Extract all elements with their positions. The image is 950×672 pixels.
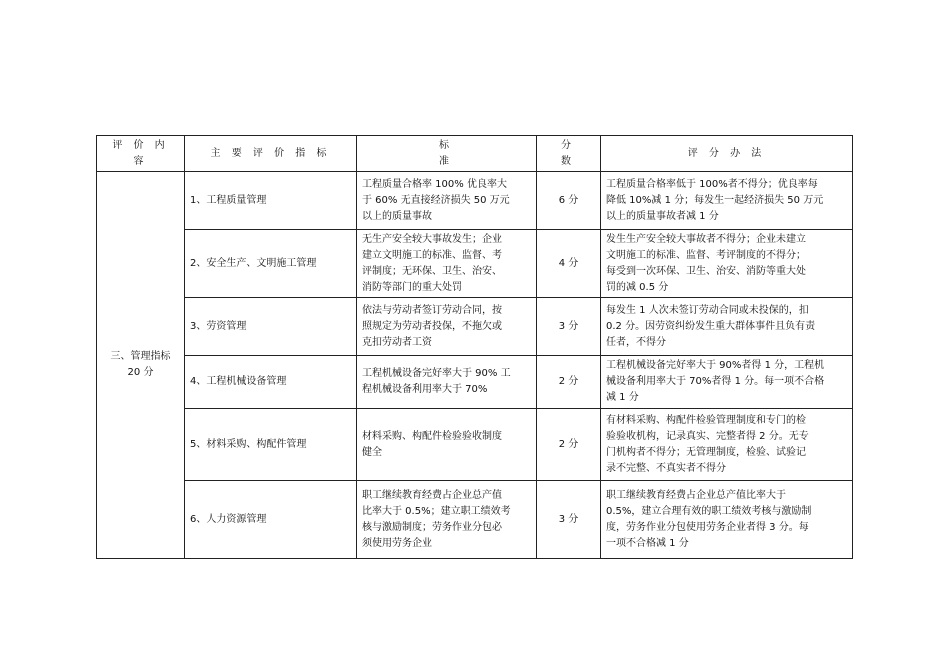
- method-line: 以上的质量事故者减 1 分: [606, 210, 719, 222]
- method-line: 0.5%，建立合理有效的职工绩效考核与激励制: [606, 505, 812, 517]
- score-cell: 2 分: [537, 409, 601, 481]
- standard-line: 克扣劳动者工资: [362, 336, 432, 348]
- method-cell: [601, 409, 853, 481]
- method-line: 录不完整、不真实者不得分: [606, 462, 726, 474]
- method-line: 有材料采购、构配件检验管理制度和专门的检: [606, 414, 806, 426]
- method-line: 发生生产安全较大事故者不得分；企业未建立: [606, 233, 806, 245]
- standard-line: 程机械设备利用率大于 70%: [362, 384, 488, 395]
- method-cell: [601, 298, 853, 356]
- method-line: 降低 10%减 1 分；每发生一起经济损失 50 万元: [606, 194, 824, 206]
- standard-line: 工程机械设备完好率大于 90% 工: [362, 368, 511, 379]
- standard-cell: [357, 230, 537, 298]
- score-cell: 6 分: [537, 172, 601, 230]
- standard-line: 比率大于 0.5%；建立职工绩效考: [362, 505, 511, 517]
- score-cell: 3 分: [537, 481, 601, 559]
- standard-cell: [357, 481, 537, 559]
- method-line: 一项不合格减 1 分: [606, 537, 689, 549]
- standard-line: 材料采购、构配件检验验收制度: [362, 430, 502, 442]
- method-line: 每发生 1 人次未签订劳动合同或未投保的，扣: [606, 304, 809, 316]
- indicator-cell: 5、材料采购、构配件管理: [185, 409, 357, 481]
- method-line: 工程机械设备完好率大于 90%者得 1 分，工程机: [606, 360, 825, 371]
- standard-line: 健全: [362, 446, 382, 458]
- table-row: [97, 298, 853, 356]
- method-line: 每受到一次环保、卫生、治安、消防等重大处: [606, 265, 806, 277]
- table-row: [97, 409, 853, 481]
- evaluation-table: [96, 135, 853, 559]
- method-cell: [601, 230, 853, 298]
- standard-cell: [357, 356, 537, 409]
- standard-line: 工程质量合格率 100% 优良率大: [362, 178, 507, 190]
- indicator-cell: 2、安全生产、文明施工管理: [185, 230, 357, 298]
- category-cell: [97, 172, 185, 559]
- standard-line: 核与激励制度；劳务作业分包必: [362, 521, 502, 533]
- table-row: [97, 172, 853, 230]
- method-line: 减 1 分: [606, 392, 639, 403]
- standard-line: 于 60% 无直接经济损失 50 万元: [362, 194, 510, 206]
- indicator-cell: 1、工程质量管理: [185, 172, 357, 230]
- score-cell: 2 分: [537, 356, 601, 409]
- header-standard: 标 准: [357, 136, 537, 172]
- standard-line: 无生产安全较大事故发生；企业: [362, 233, 502, 245]
- header-content: 评 价 内 容: [97, 136, 185, 172]
- method-line: 验验收机构，记录真实、完整者得 2 分。无专: [606, 430, 809, 442]
- category-title: 三、管理指标: [110, 351, 171, 362]
- header-method: 评 分 办 法: [601, 136, 853, 172]
- header-score: 分 数: [537, 136, 601, 172]
- standard-line: 消防等部门的重大处罚: [362, 281, 462, 293]
- method-line: 门机构者不得分；无管理制度，检验、试验记: [606, 446, 806, 458]
- header-indicator: 主 要 评 价 指 标: [185, 136, 357, 172]
- standard-line: 建立文明施工的标准、监督、考: [362, 249, 502, 261]
- method-line: 度，劳务作业分包使用劳务企业者得 3 分。每: [606, 521, 809, 533]
- method-line: 文明施工的标准、监督、考评制度的不得分；: [606, 249, 806, 261]
- table-row: [97, 230, 853, 298]
- method-line: 械设备利用率大于 70%者得 1 分。每一项不合格: [606, 376, 825, 387]
- method-line: 职工继续教育经费占企业总产值比率大于: [606, 489, 786, 501]
- method-line: 工程质量合格率低于 100%者不得分；优良率每: [606, 178, 818, 190]
- standard-cell: [357, 172, 537, 230]
- method-line: 任者，不得分: [606, 336, 666, 348]
- standard-line: 职工继续教育经费占企业总产值: [362, 489, 502, 501]
- method-cell: [601, 172, 853, 230]
- standard-line: 以上的质量事故: [362, 210, 432, 222]
- method-line: 0.2 分。因劳资纠纷发生重大群体事件且负有责: [606, 320, 816, 332]
- standard-line: 评制度；无环保、卫生、治安、: [362, 265, 502, 277]
- standard-line: 照规定为劳动者投保，不拖欠或: [362, 320, 502, 332]
- header-row: [97, 136, 853, 172]
- standard-line: 依法与劳动者签订劳动合同，按: [362, 304, 502, 316]
- table-row: [97, 356, 853, 409]
- method-cell: [601, 356, 853, 409]
- category-points: 20 分: [127, 367, 154, 378]
- indicator-cell: 4、工程机械设备管理: [185, 356, 357, 409]
- method-cell: [601, 481, 853, 559]
- method-line: 罚的减 0.5 分: [606, 281, 669, 293]
- standard-line: 须使用劳务企业: [362, 537, 432, 549]
- standard-cell: [357, 409, 537, 481]
- standard-cell: [357, 298, 537, 356]
- indicator-cell: 6、人力资源管理: [185, 481, 357, 559]
- indicator-cell: 3、劳资管理: [185, 298, 357, 356]
- table-row: [97, 481, 853, 559]
- score-cell: 4 分: [537, 230, 601, 298]
- score-cell: 3 分: [537, 298, 601, 356]
